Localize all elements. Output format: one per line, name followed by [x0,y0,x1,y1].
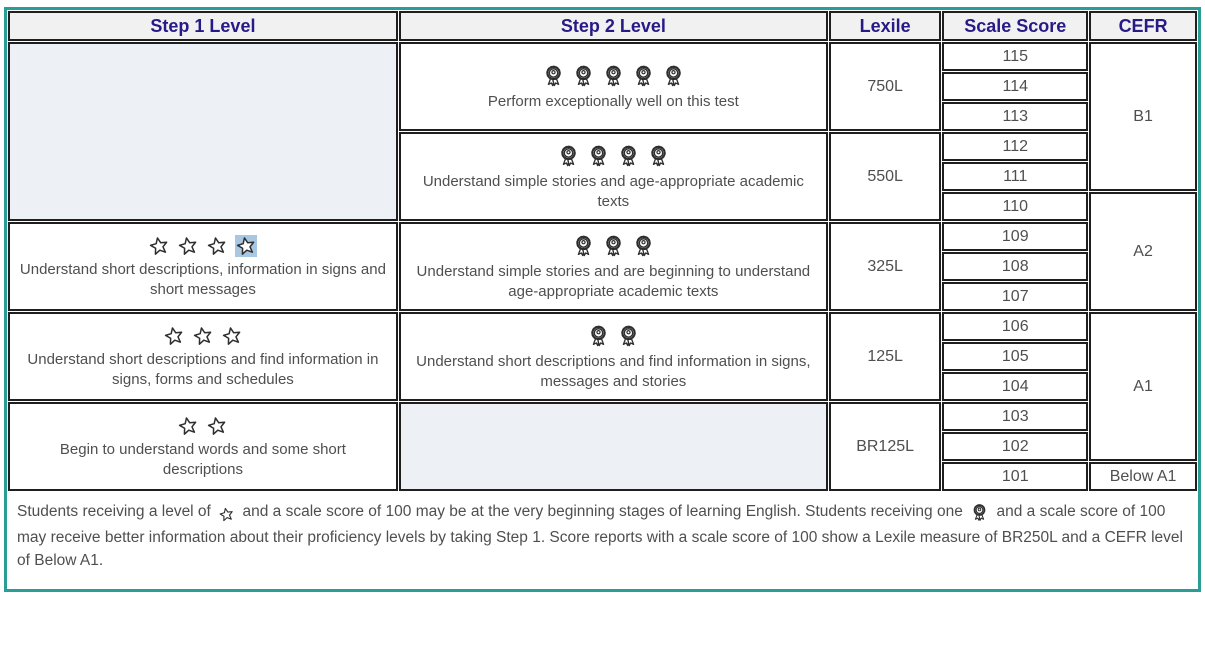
table-row [8,222,1197,251]
medal-icon [969,503,990,527]
step2-level-description: Understand short descriptions and find information in signs, messages and stories [416,352,811,390]
table-row [8,42,1197,71]
scale-score-cell: 102 [942,432,1088,461]
cefr-cell: B1 [1089,42,1197,191]
star-icon [148,235,170,257]
scale-score-cell: 106 [942,312,1088,341]
header-row [8,11,1197,41]
star-icon [177,235,199,257]
star-icon [219,507,234,522]
star-icon [235,235,257,257]
lexile-cell: 750L [829,42,942,131]
badge-row [409,63,818,89]
star-icon [192,325,214,347]
medal-icon [602,233,625,259]
star-icon [221,325,243,347]
step1-level-cell [8,402,398,491]
lexile-cell: 125L [829,312,942,401]
scale-score-cell: 115 [942,42,1088,71]
medal-icon [587,143,610,169]
medal-icon [542,63,565,89]
score-mapping-table [7,10,1198,492]
star-icon [217,504,236,527]
scale-score-cell: 107 [942,282,1088,311]
footnote [7,492,1198,589]
medal-icon [971,503,988,522]
scale-score-cell: 108 [942,252,1088,281]
step1-level-description: Understand short descriptions, information in signs and short messages [19,260,386,298]
lexile-cell: BR125L [829,402,942,491]
step2-level-description: Understand simple stories and are beginning to understand age-appropriate academic texts [416,262,811,300]
step1-level-description: Begin to understand words and some short descriptions [59,440,346,478]
medal-icon [572,63,595,89]
medal-icon [587,323,610,349]
scale-score-cell: 112 [942,132,1088,161]
medal-icon [662,63,685,89]
medal-icon [647,143,670,169]
score-mapping-panel [4,7,1201,592]
lexile-cell: 325L [829,222,942,311]
cefr-cell: Below A1 [1089,462,1197,491]
cefr-cell: A1 [1089,312,1197,461]
footnote-text: and a scale score of 100 may receive better information about their proficiency levels by taking Step 1. Score reports with a scale score of 100 show a Lexile measure of BR250L and a CEFR level of Below A1. [17,503,1183,569]
column-header-step2-level: Step 2 Level [399,11,828,41]
table-row [8,402,1197,431]
scale-score-cell: 101 [942,462,1088,491]
medal-icon [572,233,595,259]
badge-row [409,143,818,169]
scale-score-cell: 105 [942,342,1088,371]
scale-score-cell: 111 [942,162,1088,191]
badge-row [409,323,818,349]
medal-icon [557,143,580,169]
cefr-cell: A2 [1089,192,1197,311]
step2-level-cell [399,222,828,311]
scale-score-cell: 114 [942,72,1088,101]
column-header-cefr: CEFR [1089,11,1197,41]
medal-icon [632,233,655,259]
step1-level-description: Understand short descriptions and find information in signs, forms and schedules [27,350,379,388]
lexile-cell: 550L [829,132,942,221]
step2-level-description: Perform exceptionally well on this test [487,92,739,110]
column-header-lexile: Lexile [829,11,942,41]
table-row [8,312,1197,341]
scale-score-cell: 110 [942,192,1088,221]
star-icon [206,235,228,257]
column-header-scale-score: Scale Score [942,11,1088,41]
star-icon [177,415,199,437]
star-icon [163,325,185,347]
column-header-step1-level: Step 1 Level [8,11,398,41]
medal-icon [602,63,625,89]
step2-level-cell [399,132,828,221]
step1-level-cell [8,312,398,401]
star-row [18,235,388,257]
scale-score-cell: 103 [942,402,1088,431]
step2-empty-cell [399,402,828,491]
medal-icon [632,63,655,89]
scale-score-cell: 109 [942,222,1088,251]
scale-score-cell: 104 [942,372,1088,401]
step1-empty-cell [8,42,398,221]
step2-level-cell [399,312,828,401]
step2-level-cell [399,42,828,131]
star-icon [206,415,228,437]
star-row [18,415,388,437]
medal-icon [617,323,640,349]
medal-icon [617,143,640,169]
step1-level-cell [8,222,398,311]
step2-level-description: Understand simple stories and age-appropriate academic texts [422,172,804,210]
badge-row [409,233,818,259]
scale-score-cell: 113 [942,102,1088,131]
footnote-text: Students receiving a level of [17,503,211,520]
star-row [18,325,388,347]
footnote-text: and a scale score of 100 may be at the very beginning stages of learning English. Students receiving one [242,503,963,520]
